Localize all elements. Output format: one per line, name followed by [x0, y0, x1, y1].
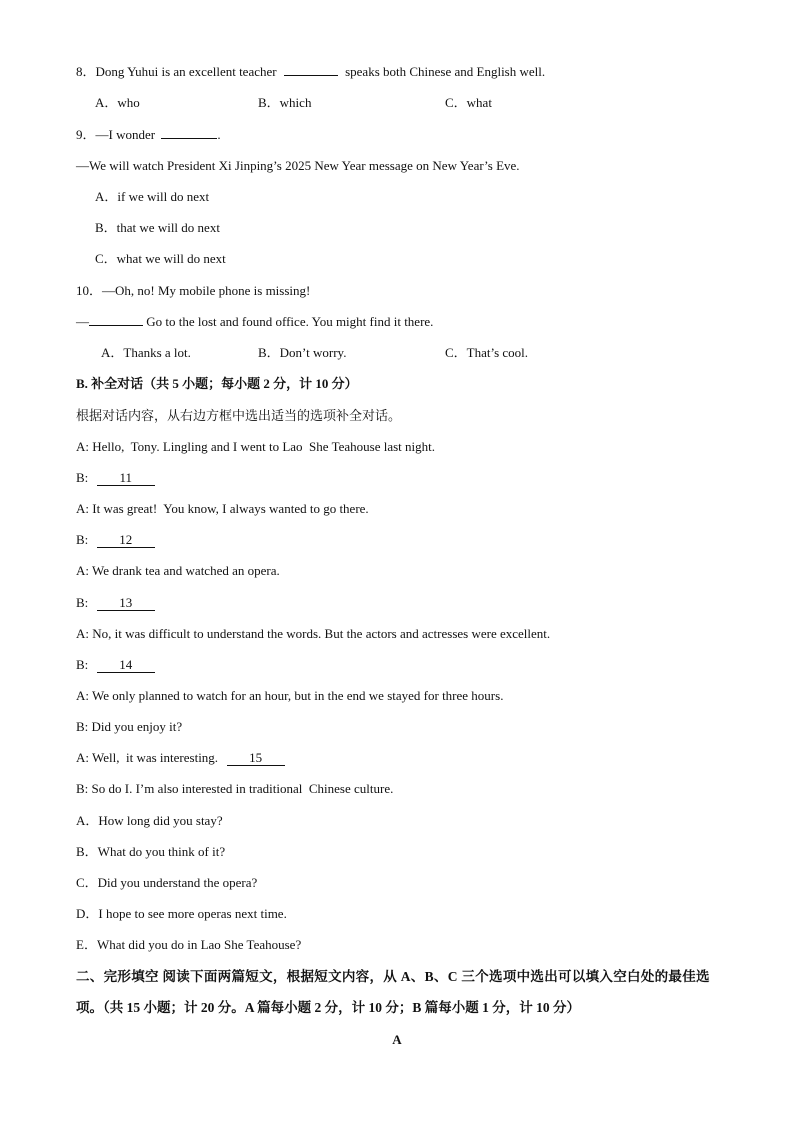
dialogue-text: A: No, it was difficult to understand the words. But the actors and actresses were excellent. — [76, 625, 551, 641]
question-10-blank — [89, 325, 143, 326]
section-b-title: B. 补全对话（共 5 小题；每小题 2 分，计 10 分） — [76, 376, 358, 391]
dialogue-line — [76, 657, 155, 673]
question-9-option-b: B．that we will do next — [95, 220, 220, 235]
question-9-period: . — [217, 127, 221, 142]
question-10-option-c: C．That’s cool. — [445, 345, 529, 360]
section-two-heading-line1: 二、完形填空 阅读下面两篇短文，根据短文内容，从 A、B、C 三个选项中选出可以填入空白处的最佳选 — [76, 969, 710, 984]
answer-blank: 13 — [97, 596, 155, 611]
question-8-text-after: speaks both Chinese and English well. — [345, 64, 546, 79]
dialogue-line — [76, 470, 155, 486]
answer-blank: 14 — [97, 658, 155, 673]
answer-blank: 11 — [97, 471, 155, 486]
passage-label: A — [392, 1032, 402, 1047]
dialogue-text: B: Did you enjoy it? — [76, 718, 183, 734]
question-9-blank — [161, 138, 217, 139]
question-9-option-a: A．if we will do next — [95, 189, 210, 204]
dialogue-line — [76, 595, 155, 611]
question-8-option-b: B．which — [258, 95, 312, 110]
dialogue-text: B: — [76, 594, 95, 610]
question-8-stem — [76, 64, 545, 80]
dialogue-line — [76, 563, 280, 579]
question-10-option-a: A．Thanks a lot. — [101, 345, 191, 360]
question-8-option-c: C．what — [445, 95, 492, 110]
dialogue-text: A: It was great! You know, I always wanted to go there. — [76, 501, 369, 517]
dialogue-text: A: We only planned to watch for an hour, but in the end we stayed for three hours. — [76, 687, 504, 703]
question-10-option-b: B．Don’t worry. — [258, 345, 347, 360]
question-10-dash: — — [76, 314, 89, 329]
section-two-heading-line2: 项。（共 15 小题；计 20 分。A 篇每小题 2 分，计 10 分；B 篇每小题 1 分，计 10 分） — [76, 1000, 581, 1015]
choice-option: D．I hope to see more operas next time. — [76, 906, 287, 922]
dialogue-text: B: — [76, 470, 95, 486]
choice-option: C．Did you understand the opera? — [76, 875, 258, 891]
question-9-stem — [76, 127, 221, 143]
dialogue-line — [76, 532, 155, 548]
dialogue-text: B: So do I. I’m also interested in traditional Chinese culture. — [76, 781, 394, 797]
dialogue-line — [76, 501, 369, 517]
question-10-text: Go to the lost and found office. You might find it there. — [143, 314, 434, 329]
dialogue-line — [76, 781, 393, 797]
answer-blank: 15 — [227, 751, 285, 766]
question-9-text: 9．—I wonder — [76, 127, 156, 142]
dialogue-text: B: — [76, 656, 95, 672]
question-8-blank — [284, 75, 338, 76]
dialogue-line — [76, 688, 503, 704]
choice-option: B．What do you think of it? — [76, 844, 226, 860]
dialogue-line — [76, 719, 182, 735]
dialogue-line — [76, 626, 550, 642]
dialogue-text: B: — [76, 532, 95, 548]
dialogue-line — [76, 750, 285, 766]
dialogue-text: A: Well, it was interesting. — [76, 750, 225, 765]
question-10-response — [76, 314, 433, 330]
answer-blank: 12 — [97, 533, 155, 548]
question-10-stem: 10．—Oh, no! My mobile phone is missing! — [76, 283, 311, 298]
question-8-option-a: A．who — [95, 95, 140, 110]
question-9-response: —We will watch President Xi Jinping’s 2025 New Year message on New Year’s Eve. — [76, 158, 520, 173]
dialogue-line — [76, 439, 435, 455]
dialogue-text: A: We drank tea and watched an opera. — [76, 563, 280, 579]
choice-option: E．What did you do in Lao She Teahouse? — [76, 937, 302, 953]
question-8-text-before: 8．Dong Yuhui is an excellent teacher — [76, 64, 277, 79]
dialogue-text: A: Hello, Tony. Lingling and I went to Lao She Teahouse last night. — [76, 439, 435, 454]
choice-option: A．How long did you stay? — [76, 813, 223, 828]
section-b-instruction: 根据对话内容，从右边方框中选出适当的选项补全对话。 — [76, 408, 402, 423]
question-9-option-c: C．what we will do next — [95, 251, 226, 266]
